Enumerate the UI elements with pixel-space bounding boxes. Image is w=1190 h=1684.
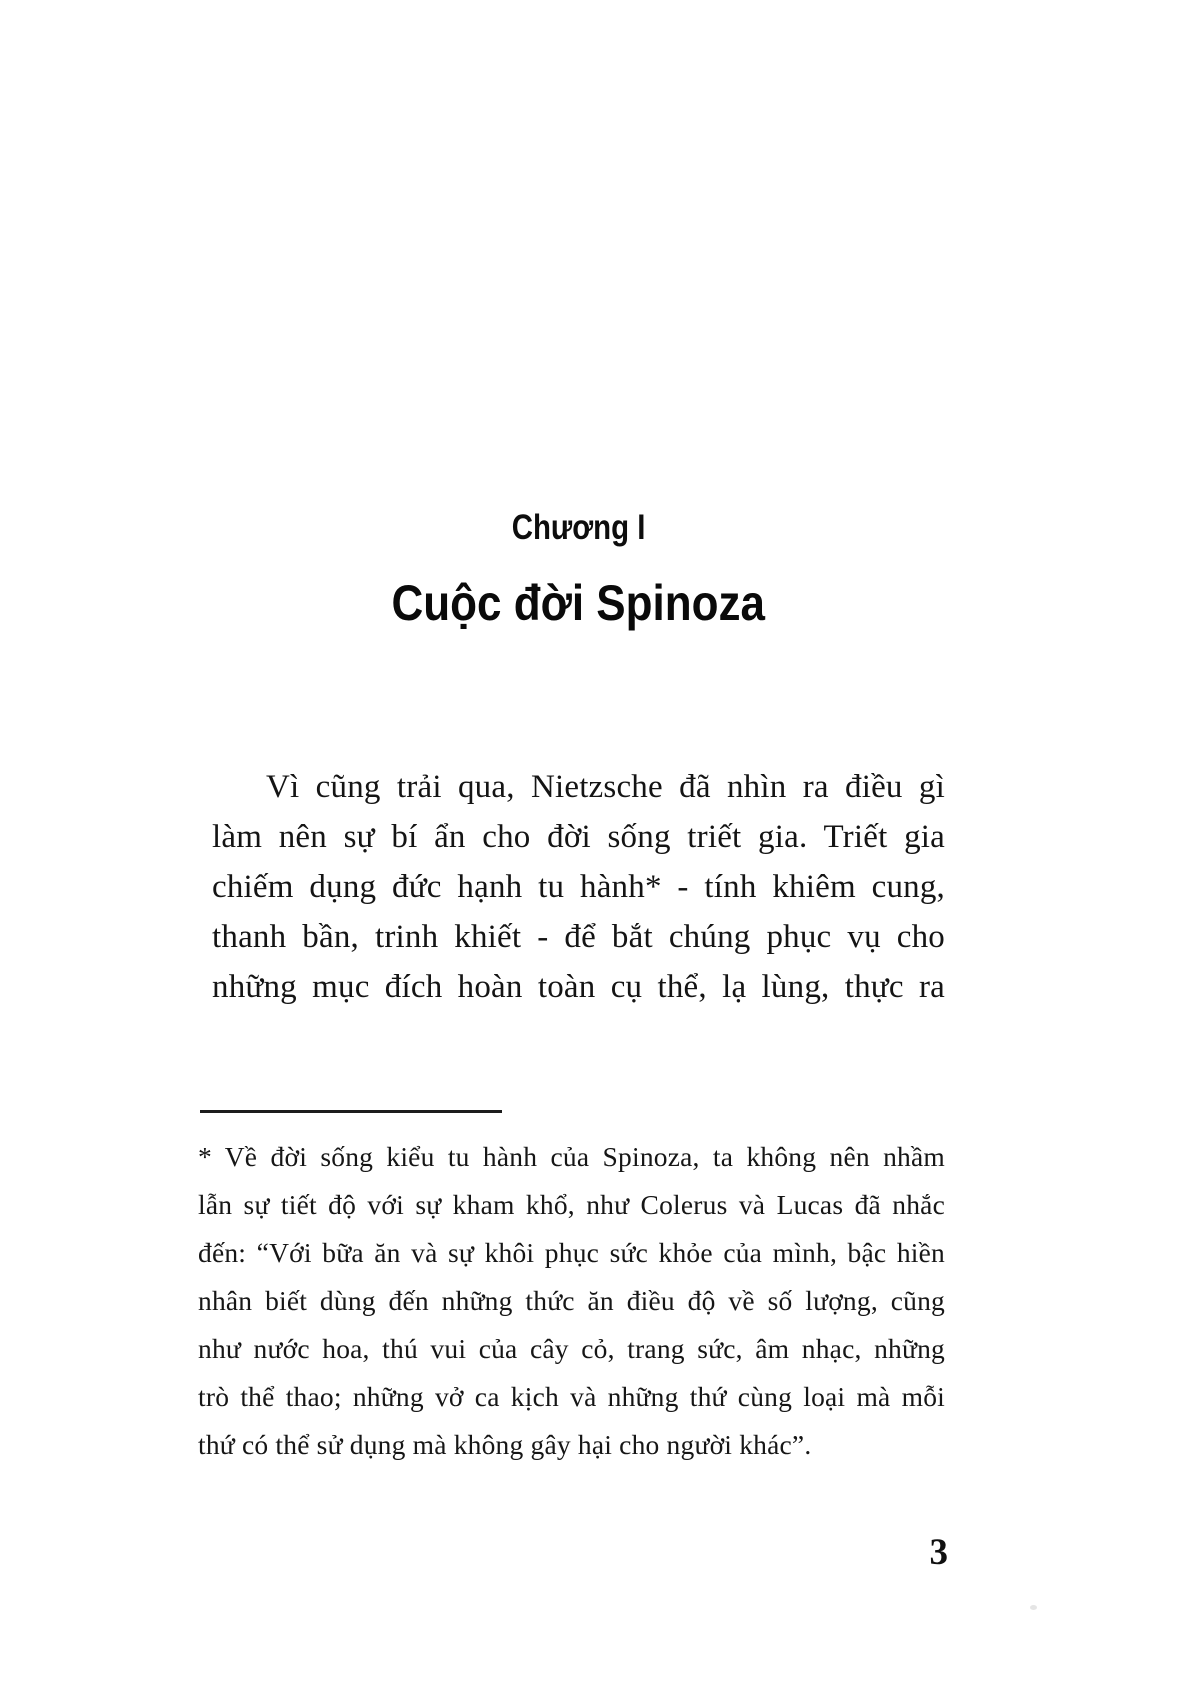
footnote-line: * Về đời sống kiểu tu hành của Spinoza, ta không nên nhầm: [198, 1141, 945, 1172]
footnote-line: đến: “Với bữa ăn và sự khôi phục sức khỏe của mình, bậc hiền: [198, 1237, 945, 1268]
body-paragraph: [212, 762, 945, 1012]
footnote-divider: [200, 1110, 502, 1113]
footnote-line: như nước hoa, thú vui của cây cỏ, trang sức, âm nhạc, những: [198, 1333, 945, 1364]
footnote-line: lẫn sự tiết độ với sự kham khổ, như Colerus và Lucas đã nhắc: [198, 1189, 945, 1220]
footnote-line: thứ có thể sử dụng mà không gây hại cho người khác”.: [198, 1429, 812, 1460]
scan-speck: [1030, 1605, 1037, 1610]
body-line: làm nên sự bí ẩn cho đời sống triết gia. Triết gia: [212, 819, 945, 855]
footnote-line: trò thể thao; những vở ca kịch và những thứ cùng loại mà mỗi: [198, 1381, 945, 1412]
chapter-label: [212, 508, 945, 548]
chapter-title: [212, 572, 945, 634]
chapter-label-text: Chương I: [511, 508, 646, 547]
page-number: 3: [929, 1532, 948, 1573]
chapter-title-text: Cuộc đời Spinoza: [391, 575, 766, 631]
body-line: những mục đích hoàn toàn cụ thể, lạ lùng, thực ra: [212, 969, 945, 1005]
footnote: [198, 1133, 945, 1469]
body-line: thanh bần, trinh khiết - để bắt chúng phục vụ cho: [212, 919, 945, 955]
footnote-line: nhân biết dùng đến những thức ăn điều độ về số lượng, cũng: [198, 1285, 945, 1316]
body-line: Vì cũng trải qua, Nietzsche đã nhìn ra điều gì: [266, 769, 945, 805]
body-line: chiếm dụng đức hạnh tu hành* - tính khiêm cung,: [212, 869, 945, 905]
